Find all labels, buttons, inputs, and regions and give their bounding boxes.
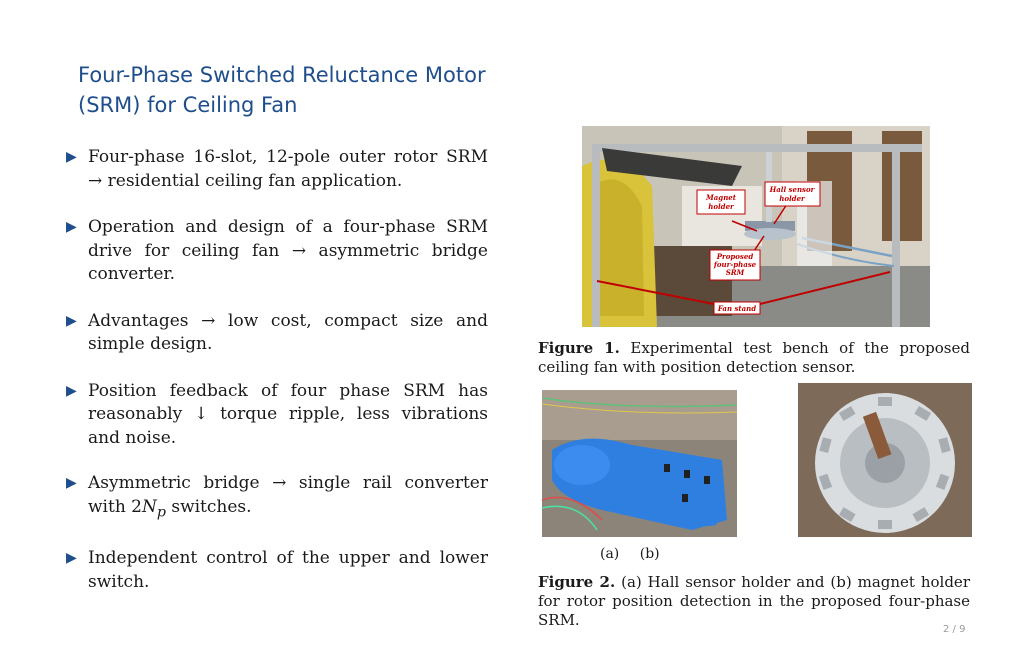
list-item: ▶ Four-phase 16-slot, 12-pole outer rotor SRM → residential ceiling fan application. [66, 147, 488, 191]
sublabel-a: (a) [600, 546, 620, 562]
callout-magnet-holder-2: holder [708, 202, 734, 211]
figure1-label: Figure 1. [538, 339, 620, 357]
callout-hall-sensor-1: Hall sensor [769, 185, 815, 194]
triangle-right-icon: ▶ [66, 149, 77, 165]
callout-proposed-3: SRM [725, 268, 745, 277]
figure2-caption [538, 573, 970, 630]
callout-magnet-holder-1: Magnet [706, 193, 736, 202]
triangle-right-icon: ▶ [66, 550, 77, 567]
triangle-right-icon: ▶ [66, 312, 77, 329]
triangle-right-icon: ▶ [66, 382, 77, 399]
list-item: ▶ Independent control of the upper and lower switch. [66, 548, 488, 592]
triangle-right-icon: ▶ [66, 475, 77, 491]
bullet-text-switches: Asymmetric bridge → single rail converter with $2N_p$ switches. [88, 473, 488, 520]
sublabel-b: (b) [639, 546, 660, 562]
figure2-label: Figure 2. [538, 573, 616, 591]
list-item: ▶ Position feedback of four phase SRM has reasonably ↓ torque ripple, less vibrations and noise. [66, 380, 488, 448]
list-item: ▶ Advantages → low cost, compact size and simple design. [66, 310, 488, 354]
magnet-holder-photo [798, 383, 972, 537]
figure1-text: Experimental test bench of the proposed ceiling fan with position detection sensor. [538, 339, 970, 376]
figure1-caption [538, 339, 970, 377]
bullet-list [66, 146, 488, 594]
figure2-sublabels [600, 546, 676, 562]
triangle-right-icon: ▶ [66, 219, 77, 235]
callout-hall-sensor-2: holder [779, 194, 805, 203]
page-title: Four-Phase Switched Reluctance Motor (SRM) for Ceiling Fan [78, 63, 486, 117]
hall-sensor-holder-photo [542, 390, 737, 537]
callout-fan-stand: Fan stand [717, 304, 757, 313]
test-bench-photo [582, 126, 930, 327]
callout-proposed-1: Proposed [716, 252, 754, 261]
figure2-text: (a) Hall sensor holder and (b) magnet holder for rotor position detection in the proposed four-phase SRM. [538, 573, 970, 629]
list-item: ▶ Operation and design of a four-phase SRM drive for ceiling fan → asymmetric bridge converter. [66, 217, 488, 284]
list-item [66, 472, 488, 524]
page-number: 2 / 9 [943, 624, 966, 635]
callout-proposed-2: four-phase [713, 260, 757, 269]
